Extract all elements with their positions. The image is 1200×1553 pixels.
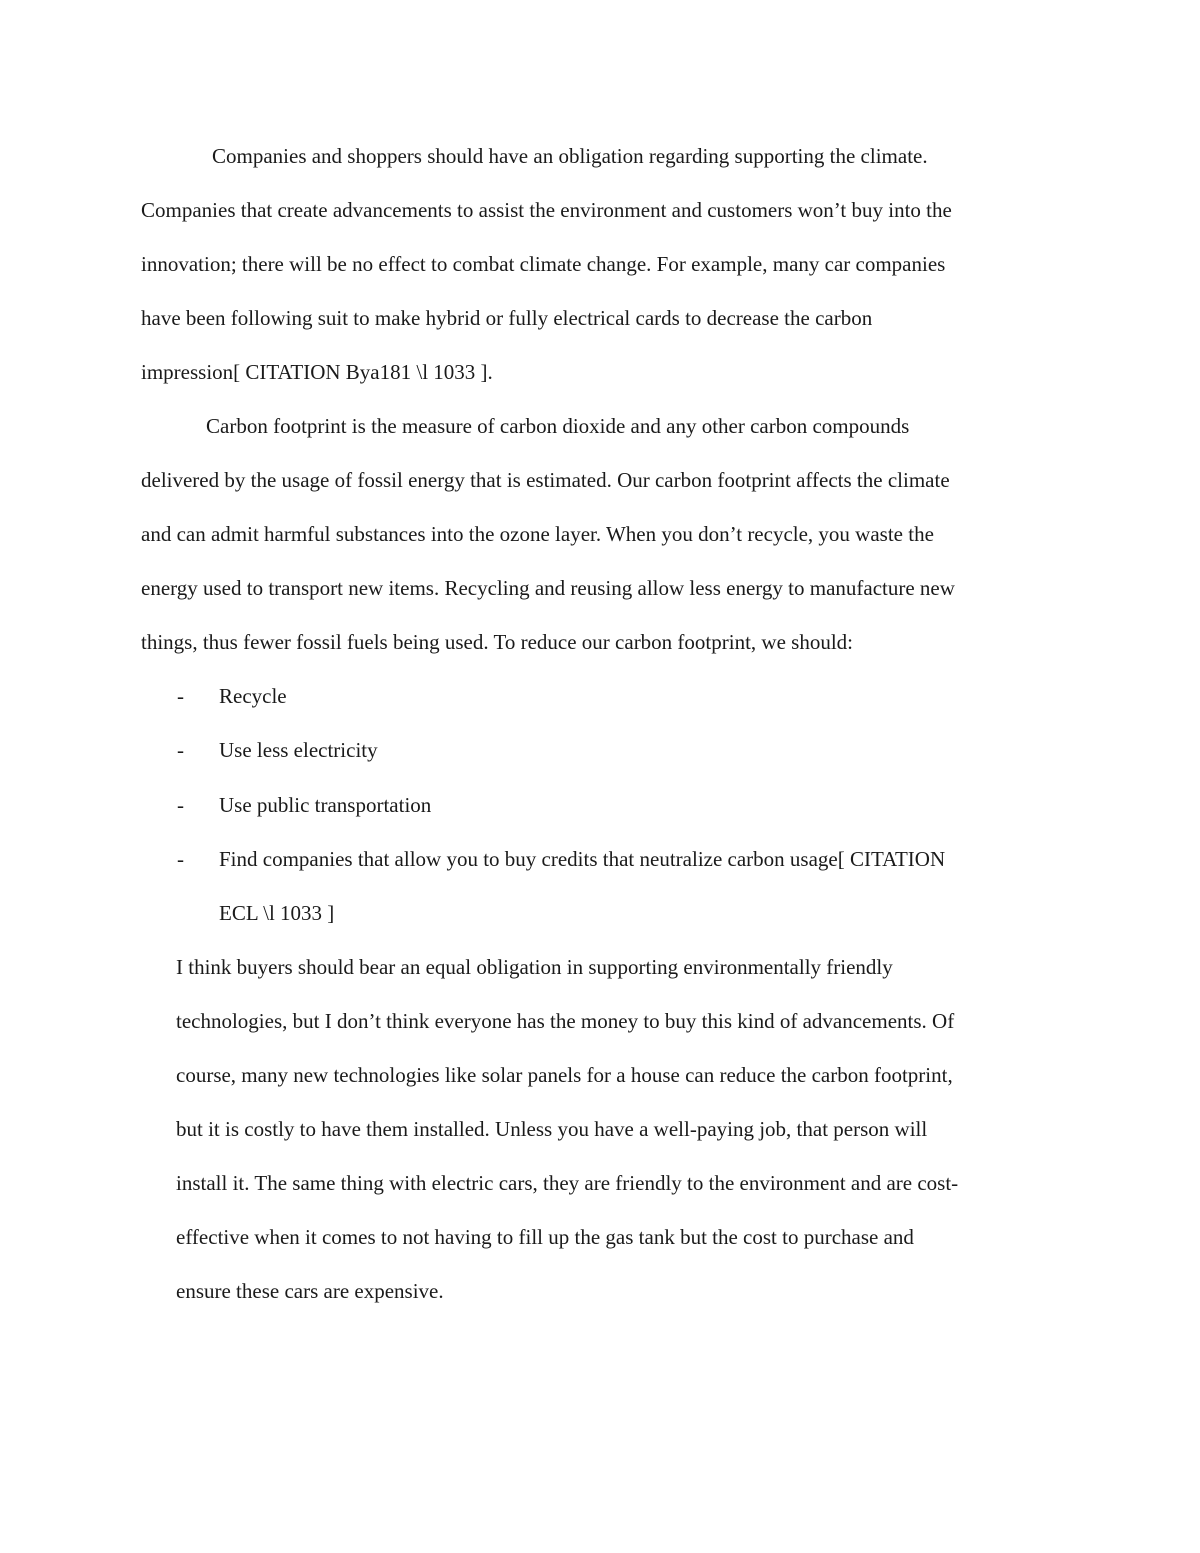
bullet-marker: - <box>177 847 184 871</box>
paragraph-1-line-5: impression[ CITATION Bya181 \l 1033 ]. <box>141 360 493 384</box>
bullet-item-credits-continued: ECL \l 1033 ] <box>219 901 335 925</box>
paragraph-1-line-4: have been following suit to make hybrid or fully electrical cards to decrease the carbon <box>141 306 873 330</box>
bullet-marker: - <box>177 793 184 817</box>
bullet-item-electricity: Use less electricity <box>219 738 378 762</box>
paragraph-1-line-2: Companies that create advancements to assist the environment and customers won’t buy into the <box>141 198 952 222</box>
bullet-marker: - <box>177 738 184 762</box>
paragraph-1-line-1: Companies and shoppers should have an obligation regarding supporting the climate. <box>212 144 928 168</box>
paragraph-1-line-3: innovation; there will be no effect to combat climate change. For example, many car companies <box>141 252 946 276</box>
paragraph-2-line-4: energy used to transport new items. Recycling and reusing allow less energy to manufacture new <box>141 576 955 600</box>
bullet-item-transportation: Use public transportation <box>219 793 432 817</box>
paragraph-3-line-2: technologies, but I don’t think everyone has the money to buy this kind of advancements. Of <box>176 1009 955 1033</box>
paragraph-2-line-2: delivered by the usage of fossil energy that is estimated. Our carbon footprint affects the climate <box>141 468 950 492</box>
paragraph-3-line-1: I think buyers should bear an equal obligation in supporting environmentally friendly <box>176 955 893 979</box>
paragraph-3-line-5: install it. The same thing with electric cars, they are friendly to the environment and are cost- <box>176 1171 959 1195</box>
paragraph-3-line-7: ensure these cars are expensive. <box>176 1279 444 1303</box>
paragraph-3-line-3: course, many new technologies like solar panels for a house can reduce the carbon footprint, <box>176 1063 953 1087</box>
paragraph-2-line-5: things, thus fewer fossil fuels being used. To reduce our carbon footprint, we should: <box>141 630 854 654</box>
paragraph-2-line-3: and can admit harmful substances into the ozone layer. When you don’t recycle, you waste the <box>141 522 934 546</box>
bullet-item-recycle: Recycle <box>219 684 287 708</box>
paragraph-2-line-1: Carbon footprint is the measure of carbon dioxide and any other carbon compounds <box>206 414 910 438</box>
bullet-marker: - <box>177 684 184 708</box>
paragraph-3-line-4: but it is costly to have them installed. Unless you have a well-paying job, that person will <box>176 1117 928 1141</box>
paragraph-3-line-6: effective when it comes to not having to fill up the gas tank but the cost to purchase and <box>176 1225 914 1249</box>
bullet-item-credits: Find companies that allow you to buy credits that neutralize carbon usage[ CITATION <box>219 847 946 871</box>
